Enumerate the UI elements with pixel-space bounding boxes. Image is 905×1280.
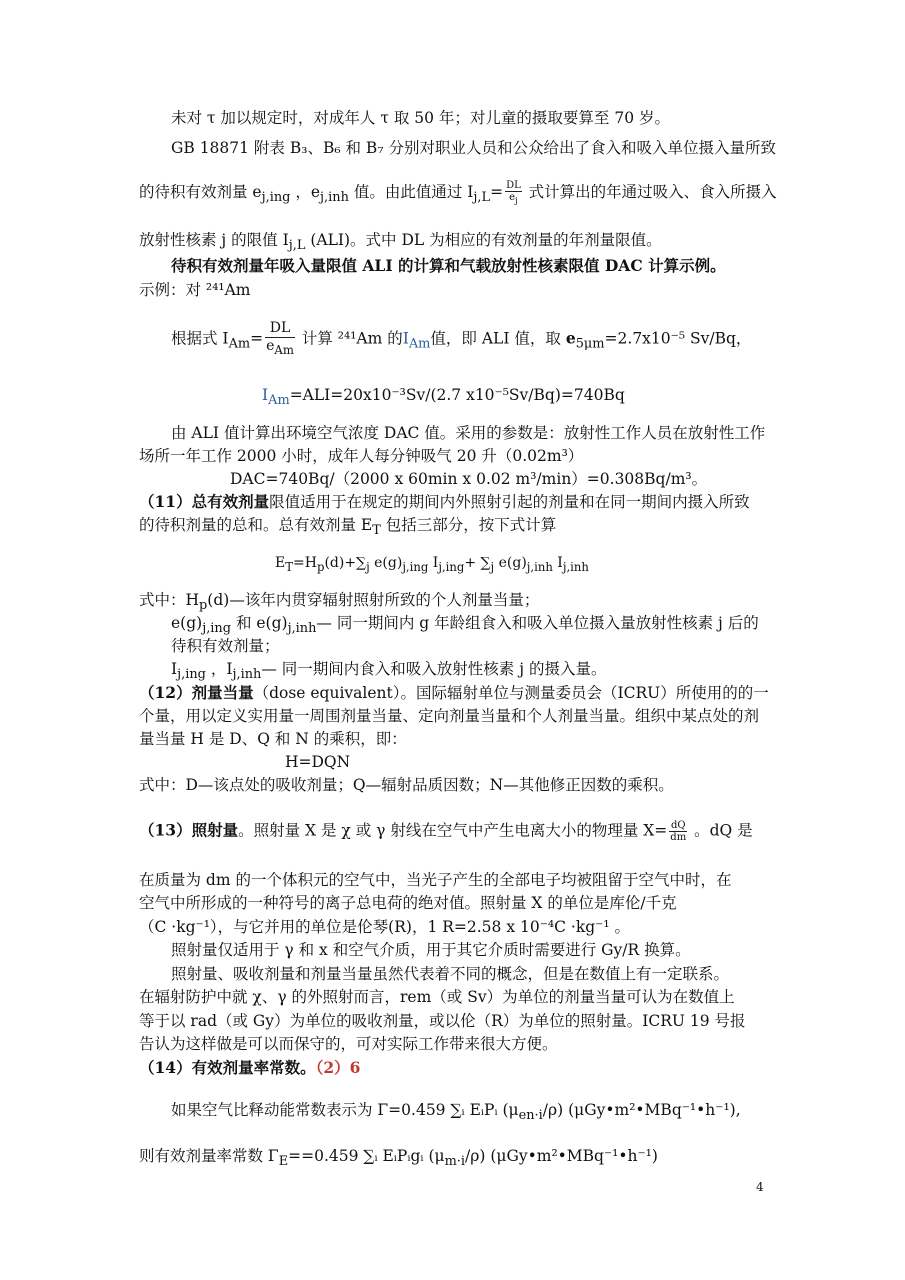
formula-total-effective-dose: $E_T=H_p(d)+\sum_j$ $e(g)_{j,ing}$ $I_{j,ing}+ \sum_j$ $e(g)_{j,inh}$ $I_{j,inh}$: [275, 555, 589, 574]
text-line: 式中：D—该点处的吸收剂量；Q—辐射品质因数；N—其他修正因数的乘积。: [139, 776, 674, 794]
text-line: H=DQN: [285, 753, 351, 771]
fraction-dq-over-dm: $\frac{dQ}{dm}$: [670, 820, 687, 843]
text-line: 示例：对 ²⁴¹Am: [139, 281, 251, 299]
text-line: GB 18871 附表 B₃、B₆ 和 B₇ 分别对职业人员和公众给出了食入和吸入单位摄入量所致: [171, 139, 776, 157]
text-line: 量当量 H 是 D、Q 和 N 的乘积，即：: [139, 730, 407, 748]
text-line: DAC=740Bq/（2000 x 60min x 0.02 m³/min）=0.308Bq/m³。: [230, 470, 708, 488]
text-line: $I_{Am}=ALI=20x10^{-3}Sv/(2.7$ x10⁻⁵Sv/Bq)=740Bq: [262, 386, 625, 409]
text-line: 的待积有效剂量 $e_{j,ing}$ ，$e_{j,inh}$ 值。由此值通过 $I_{j,L}=$ $\frac{DL}{e_j}$ 式计算出的年通过吸入、食入所摄入: [139, 180, 777, 206]
section-heading: 待积有效剂量年吸入量限值 ALI 的计算和气载放射性核素限值 DAC 计算示例。: [171, 256, 726, 275]
text-line: 根据式 $I_{Am}=$ $\frac{DL}{e_{Am}}$ 计算 ²⁴¹Am 的$I_{Am}$值，即 ALI 值，取 $e_{5\mu m}=2.7x10^{-5}$ Sv/Bq，: [171, 320, 752, 357]
fraction-dl-over-ej: $\frac{DL}{e_j}$: [506, 180, 521, 205]
text-line: 告认为这样做是可以而保守的，可对实际工作带来很大方便。: [139, 1035, 558, 1053]
text-line: （12）剂量当量（dose equivalent）。国际辐射单位与测量委员会（ICRU）所使用的的一: [139, 683, 769, 702]
text-line: （13）照射量。照射量 X 是 χ 或 γ 射线在空气中产生电离大小的物理量 X= $\frac{dQ}{dm}$ 。dQ 是: [139, 820, 753, 843]
text-line: 照射量仅适用于 γ 和 x 和空气介质，用于其它介质时需要进行 Gy/R 换算。: [171, 941, 691, 959]
text-line: 放射性核素 j 的限值 $I_{j,L}$ (ALI)。式中 DL 为相应的有效剂量的年剂量限值。: [139, 231, 662, 254]
text-line: 个量，用以定义实用量一周围剂量当量、定向剂量当量和个人剂量当量。组织中某点处的剂: [139, 707, 760, 725]
fraction-dl-over-eam: $\frac{DL}{e_{Am}}$: [266, 320, 294, 357]
section-heading: （14）有效剂量率常数。（2）6: [139, 1058, 361, 1077]
text-line: $I_{j,ing}$ ，$I_{j,inh}—$ 同一期间内食入和吸入放射性核素 j 的摄入量。: [171, 660, 607, 683]
text-line: 待积有效剂量；: [171, 637, 280, 655]
text-line: 未对 τ 加以规定时，对成年人 τ 取 50 年；对儿童的摄取要算至 70 岁。: [171, 109, 671, 127]
text-line: 的待积剂量的总和。总有效剂量 $E_T$ 包括三部分，按下式计算: [139, 516, 557, 539]
text-line: 由 ALI 值计算出环境空气浓度 DAC 值。采用的参数是：放射性工作人员在放射性工作: [171, 424, 766, 442]
text-line: $e(g)_{j,ing}$ 和 $e(g)_{j,inh}—$ 同一期间内 g 年龄组食入和吸入单位摄入量放射性核素 j 后的: [171, 614, 759, 637]
text-line: （11）总有效剂量限值适用于在规定的期间内外照射引起的剂量和在同一期间内摄入所致: [139, 492, 750, 511]
formula-effective-dose-rate-constant: 则有效剂量率常数 $\Gamma_E==0.459$ ∑ᵢ EᵢPᵢgᵢ $(\mu_{m\cdot i}/\rho)$ (μGy•m²•MBq⁻¹•h⁻¹): [139, 1147, 658, 1170]
text-line: 场所一年工作 2000 小时，成年人每分钟吸气 20 升（0.02m³）: [139, 447, 584, 465]
page-number: 4: [756, 1180, 764, 1194]
formula-air-kerma-constant: 如果空气比释动能常数表示为 Γ=0.459 ∑ᵢ EᵢPᵢ $(\mu_{en\cdot i}/\rho)$ (μGy•m²•MBq⁻¹•h⁻¹),: [171, 1101, 741, 1124]
text-line: 等于以 rad（或 Gy）为单位的吸收剂量，或以伦（R）为单位的照射量。ICRU 19 号报: [139, 1012, 746, 1030]
text-line: 在辐射防护中就 χ、γ 的外照射而言，rem（或 Sv）为单位的剂量当量可认为在数值上: [139, 988, 735, 1006]
text-line: 在质量为 dm 的一个体积元的空气中，当光子产生的全部电子均被阻留于空气中时，在: [139, 871, 732, 889]
text-line: 照射量、吸收剂量和剂量当量虽然代表着不同的概念，但是在数值上有一定联系。: [171, 965, 730, 983]
text-line: 空气中所形成的一种符号的离子总电荷的绝对值。照射量 X 的单位是库伦/千克: [139, 894, 677, 912]
text-line: 式中：$H_p(d)—$该年内贯穿辐射照射所致的个人剂量当量；: [139, 591, 540, 614]
text-line: （C ·kg⁻¹），与它并用的单位是伦琴(R)，1 R=2.58 x 10⁻⁴C ·kg⁻¹ 。: [139, 918, 630, 936]
